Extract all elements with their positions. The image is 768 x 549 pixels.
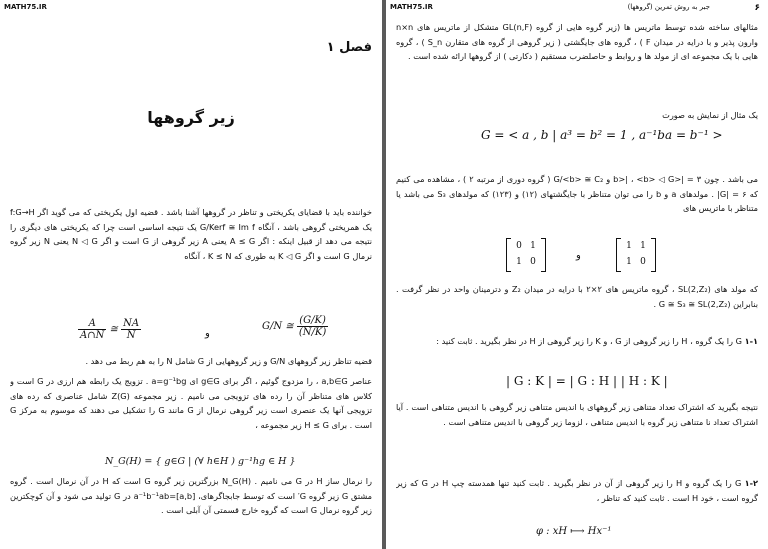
examples-paragraph: مثالهای ساخته شده توسط ماتریس ها (زیر گروه هایی از گروه GL(n,F) متشکل از ماتریس های n×n وارون پذیر و با درایه در میدان F ) ، گروه های جایگشتی ( زیر گروهی از گروه های متقارن S_n ) ، گروه هایی با یک مجموعه ای از مولد ها و روابط و حاصلضرب مستقیم ( دکارتی ) از گروهها ارائه شده است . <box>396 22 758 62</box>
chapter-title: زیر گروهها <box>147 108 235 127</box>
site-watermark-left: MATH75.IR <box>4 3 47 11</box>
exercise-1-1 <box>396 334 758 366</box>
conjugacy-paragraph: عناصر a,b∈G ، را مزدوج گوئیم ، اگر برای g∈G ای a=g⁻¹bg . تزویج یک رابطه هم ارزی در G است و کلاس های متناظر آن را رده های تزویجی می نامیم . زیر مجموعه Z(G) شامل عناصری که رده های تزویجی آنها یک عنصری است زیر گروهی نرمال از G مانند G را تشکیل می دهند که موسوم به مرکز G است . برای H ≤ G زیر مجموعه ، <box>10 376 372 430</box>
exercise-label: ۱-۱ <box>744 336 758 346</box>
correspondence-paragraph: قضیه تناظر زیر گروههای G/N و زیر گروههایی از G شامل N را به هم ربط می دهد . <box>85 356 372 366</box>
left-page <box>0 0 382 549</box>
running-title: جبر به روش تمرین (گروهها) <box>627 3 710 11</box>
matrix-a-cell: 0 <box>530 257 536 267</box>
coset-map-formula: φ : xH ⟼ Hx⁻¹ <box>536 526 612 537</box>
exercise-1-1-note: نتیجه بگیرید که اشتراک تعداد متناهی زیر گروههای با اندیس متناهی زیر گروهی با اندیس متناهی است . آیا اشتراک تعداد نا متناهی زیر گروه با اندیس متناهی ، لزوما زیر گروهی با اندیس متناهی است . <box>396 402 758 427</box>
matrix-b-cell: 1 <box>640 241 646 251</box>
matrix-a-cell: 1 <box>516 257 522 267</box>
presentation-intro: یک مثال از نمایش به صورت <box>662 110 758 120</box>
order-paragraph: می باشد . چون ۳ = |<b>| ، <b> ◁ G و G/<b> ≅ C₂ ( گروه دوری از مرتبه ۲ ) ، مشاهده می کنیم که ۶ = |G| . مولدهای a و b را می توان متناظر با جایگشتهای (۱۲) و (۱۲۳) که مولدهای S₃ می باشد یا متناظر با ماتریس های <box>396 174 758 214</box>
page-number: ۶ <box>754 3 760 13</box>
second-isomorphism-formula: $\frac{A}{A\cap N}$ ≅ $\frac{NA}{N}$ <box>80 318 140 341</box>
exercise-label: ۱-۲ <box>744 478 758 488</box>
matrix-b-cell: 1 <box>626 257 632 267</box>
matrix-b-cell: 1 <box>626 241 632 251</box>
exercise-1-2 <box>396 476 758 522</box>
site-watermark-right: MATH75.IR <box>390 3 433 11</box>
matrix-b <box>616 238 656 270</box>
matrix-connector: و <box>576 250 581 261</box>
sl2-paragraph: که مولد های SL(2,Z₂) ، گروه ماتریس های ۲×۲ با درایه در میدان Z₂ و دترمینان واحد در نظر گرفت . بنابراین G ≅ S₃ ≅ SL(2,Z₂) . <box>396 284 758 309</box>
right-page <box>386 0 768 549</box>
exercise-text: G را یک گروه و H را زیر گروهی از آن در نظر بگیرید . ثابت کنید تنها همدسته چپ H در G که زیر گروه است ، خود H است . ثابت کنید که تناظر ، <box>396 478 758 503</box>
index-formula: | G : K | = | G : H | | H : K | <box>506 374 668 388</box>
intro-paragraph: خواننده باید با قضایای یکریختی و تناظر در گروهها آشنا باشد . قضیه اول یکریختی که می گوید اگر f:G→H یک همریختی گروهی باشد ، آنگاه G/Kerf ≅ Im f یک نتیجه اساسی است چرا که یکریختی های دیگری را نتیجه می دهد از قبیل اینکه : اگر A ≤ G یعنی A زیر گروهی از G است و اگر N ◁ G یعنی N زیر گروه نرمال G است و اگر K ◁ G به طوری که K ≤ N ، آنگاه <box>10 207 372 261</box>
formula-connector: و <box>205 328 210 339</box>
third-isomorphism-formula: G/N ≅ $\frac{(G/K)}{(N/K)}$ <box>262 315 327 338</box>
matrix-b-cell: 0 <box>640 257 646 267</box>
group-presentation-formula: G = < a , b | a³ = b² = 1 , a⁻¹ba = b⁻¹ > <box>481 128 723 142</box>
matrix-a-cell: 1 <box>530 241 536 251</box>
exercise-text: G را یک گروه ، H را زیر گروهی از G ، و K را زیر گروهی از H در نظر بگیرید . ثابت کنید : <box>436 336 742 346</box>
normalizer-paragraph: را نرمال ساز H در G می نامیم . N_G(H) بزرگترین زیر گروه G است که H در آن نرمال است . گروه مشتق G زیر گروه G′ است که توسط جابجاگرهای، [a,b]=a⁻¹b⁻¹ab در G تولید می شود و آن کوچکترین زیر گروه نرمال G است که گروه خارج قسمتی آن آبلی است . <box>10 476 372 516</box>
chapter-heading: فصل ۱ <box>326 40 372 55</box>
matrix-a <box>506 238 546 270</box>
normalizer-formula: N_G(H) = { g∈G | (∀ h∈H ) g⁻¹hg ∈ H } <box>105 456 296 467</box>
matrix-a-cell: 0 <box>516 241 522 251</box>
